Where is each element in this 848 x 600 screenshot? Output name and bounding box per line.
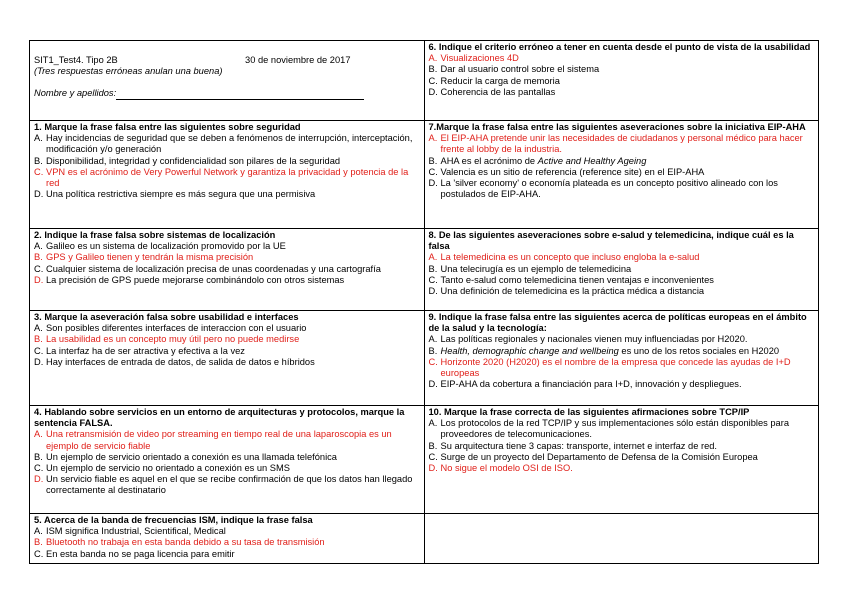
option-9c: C. Horizonte 2020 (H2020) es el nombre de la empresa que concede las ayudas de I+D europeas xyxy=(428,356,791,379)
question-3-text: 3. Marque la aseveración falsa sobre usabilidad e interfaces xyxy=(34,312,299,322)
question-9 xyxy=(424,311,819,406)
name-label: Nombre y apellidos: xyxy=(34,88,117,99)
option-3a: A. Son posibles diferentes interfaces de interaccion con el usuario xyxy=(34,323,307,334)
option-2a: A. Galileo es un sistema de localización promovido por la UE xyxy=(34,241,286,252)
option-6b: B. Dar al usuario control sobre el sistema xyxy=(428,64,600,75)
option-8d: D. Una definición de telemedicina es la práctica médica a distancia xyxy=(428,286,705,297)
question-4-text: 4. Hablando sobre servicios en un entorno de arquitecturas y protocolos, marque la sentencia FALSA. xyxy=(34,407,405,429)
name-field-line[interactable] xyxy=(116,99,364,100)
question-7 xyxy=(424,121,819,229)
option-3d: D. Hay interfaces de entrada de datos, de salida de datos e híbridos xyxy=(34,356,315,367)
option-8b: B. Una telecirugía es un ejemplo de telemedicina xyxy=(428,263,632,274)
option-2d: D. La precisión de GPS puede mejorarse combinándolo con otros sistemas xyxy=(34,274,345,285)
option-1b: B. Disponibilidad, integridad y confidencialidad son pilares de la seguridad xyxy=(34,155,341,166)
exam-date: 30 de noviembre de 2017 xyxy=(245,55,351,65)
question-6 xyxy=(424,41,819,121)
question-10-text: 10. Marque la frase correcta de las siguientes afirmaciones sobre TCP/IP xyxy=(428,407,750,417)
option-9d: D. EIP-AHA da cobertura a financiación para I+D, innovación y despliegues. xyxy=(428,379,742,390)
question-8 xyxy=(424,229,819,311)
option-5a: A. ISM significa Industrial, Scientifical, Medical xyxy=(34,526,226,537)
question-7-text: 7.Marque la frase falsa entre las siguientes aseveraciones sobre la iniciativa EIP-AHA xyxy=(428,122,806,132)
question-10 xyxy=(424,406,819,514)
option-10a: A. Los protocolos de la red TCP/IP y sus implementaciones sólo están disponibles para proveedores de telecomunicaciones. xyxy=(428,418,789,440)
option-7a: A. El EIP-AHA pretende unir las necesidades de ciudadanos y personal médico para hacer frente al lobby de la industria. xyxy=(428,133,803,155)
exam-title: SIT1_Test4. Tipo 2B xyxy=(34,55,118,65)
empty-cell xyxy=(424,514,819,564)
question-2-text: 2. Indique la frase falsa sobre sistemas de localización xyxy=(34,230,276,240)
option-7c: C. Valencia es un sitio de referencia (reference site) en el EIP-AHA xyxy=(428,166,705,177)
option-2b: B. GPS y Galileo tienen y tendrán la misma precisión xyxy=(34,252,254,263)
option-9b: B. Health, demographic change and wellbeing es uno de los retos sociales en H2020 xyxy=(428,345,780,356)
option-1c: C. VPN es el acrónimo de Very Powerful Network y garantiza la privacidad y potencia de la red xyxy=(34,166,409,189)
option-10d: D. No sigue el modelo OSI de ISO. xyxy=(428,463,573,474)
option-6c: C. Reducir la carga de memoria xyxy=(428,75,560,86)
option-6a: A. Visualizaciones 4D xyxy=(428,53,519,64)
option-8a: A. La telemedicina es un concepto que incluso engloba la e-salud xyxy=(428,252,700,263)
option-5c: C. En esta banda no se paga licencia para emitir xyxy=(34,548,235,559)
question-1 xyxy=(30,121,425,229)
question-6-text: 6. Indique el criterio erróneo a tener en cuenta desde el punto de vista de la usabilidad xyxy=(428,42,811,52)
header-cell xyxy=(30,41,425,121)
question-2 xyxy=(30,229,425,311)
question-5-text: 5. Acerca de la banda de frecuencias ISM, indique la frase falsa xyxy=(34,515,313,525)
question-4 xyxy=(30,406,425,514)
option-4c: C. Un ejemplo de servicio no orientado a conexión es un SMS xyxy=(34,463,290,474)
option-7d: D. La 'silver economy' o economía plateada es un concepto positivo alineado con los postulados de EIP-AHA. xyxy=(428,178,778,200)
question-1-text: 1. Marque la frase falsa entre las siguientes sobre seguridad xyxy=(34,122,301,132)
option-1d: D. Una política restrictiva siempre es más segura que una permisiva xyxy=(34,189,316,200)
option-4d: D. Un servicio fiable es aquel en el que se recibe confirmación de que los datos han llegado correctamente al destinatario xyxy=(34,474,413,496)
option-8c: C. Tanto e-salud como telemedicina tienen ventajas e inconvenientes xyxy=(428,274,714,285)
option-3b: B. La usabilidad es un concepto muy útil pero no puede medirse xyxy=(34,334,300,345)
option-3c: C. La interfaz ha de ser atractiva y efectiva a la vez xyxy=(34,345,245,356)
option-7b: B. AHA es el acrónimo de Active and Healthy Ageing xyxy=(428,155,647,166)
option-1a: A. Hay incidencias de seguridad que se deben a fenómenos de interrupción, interceptación, modificación y/o generación xyxy=(34,133,413,155)
question-3 xyxy=(30,311,425,406)
question-9-text: 9. Indique la frase falsa entre las siguientes acerca de políticas europeas en el ámbito de la salud y la tecnología: xyxy=(428,312,807,334)
option-10c: C. Surge de un proyecto del Departamento de Defensa de la Comisión Europea xyxy=(428,451,758,462)
option-5b: B. Bluetooth no trabaja en esta banda debido a su tasa de transmisión xyxy=(34,537,325,548)
option-4a: A. Una retransmisión de video por streaming en tiempo real de una laparoscopia es un ejemplo de servicio fiable xyxy=(34,429,392,451)
scoring-note: (Tres respuestas erróneas anulan una buena) xyxy=(34,66,223,77)
option-6d: D. Coherencia de las pantallas xyxy=(428,86,556,97)
option-4b: B. Un ejemplo de servicio orientado a conexión es una llamada telefónica xyxy=(34,451,337,462)
question-8-text: 8. De las siguientes aseveraciones sobre e-salud y telemedicina, indique cuál es la falsa xyxy=(428,230,794,252)
option-2c: C. Cualquier sistema de localización precisa de unas coordenadas y una cartografía xyxy=(34,263,381,274)
option-9a: A. Las políticas regionales y nacionales vienen muy influenciadas por H2020. xyxy=(428,334,748,345)
question-5 xyxy=(30,514,425,564)
option-10b: B. Su arquitectura tiene 3 capas: transporte, internet e interfaz de red. xyxy=(428,440,717,451)
exam-table xyxy=(29,40,819,564)
